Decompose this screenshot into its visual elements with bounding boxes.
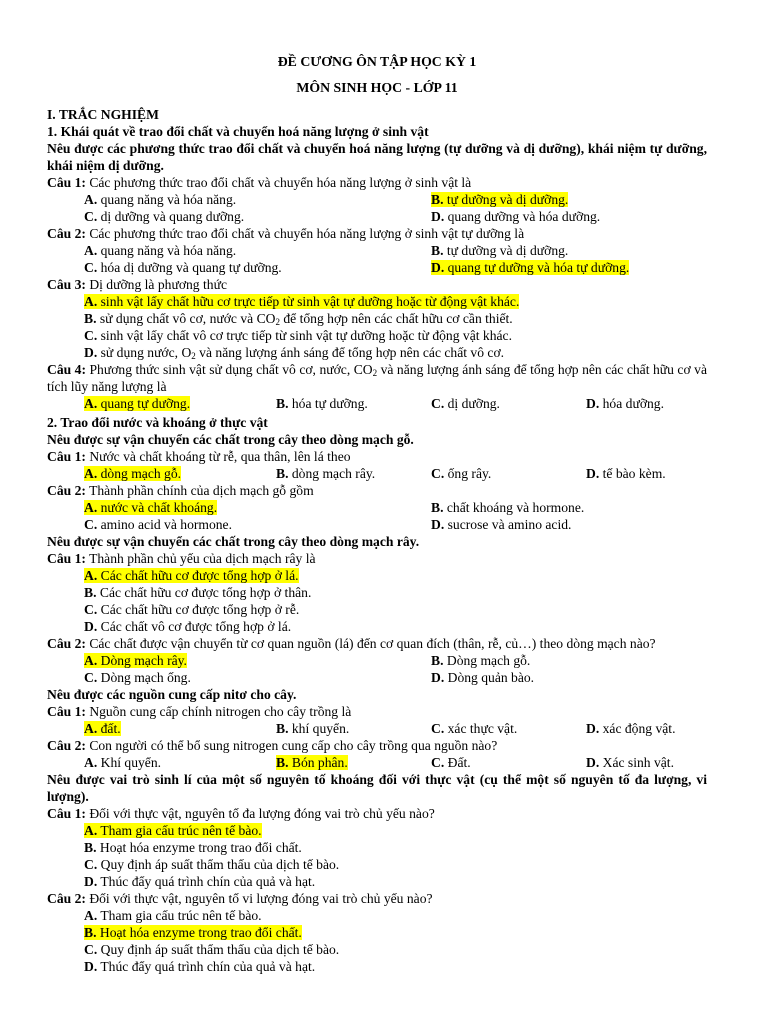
question: Câu 3: Dị dưỡng là phương thức	[47, 277, 227, 292]
document-subtitle: MÔN SINH HỌC - LỚP 11	[296, 80, 458, 95]
option-d: D. xác động vật.	[586, 721, 676, 736]
option-b: B. Hoạt hóa enzyme trong trao đổi chất.	[84, 925, 302, 940]
option-a: A. Các chất hữu cơ được tổng hợp ở lá.	[84, 568, 299, 583]
option-b: B. Các chất hữu cơ được tổng hợp ở thân.	[84, 585, 312, 600]
option-d: D. quang tự dưỡng và hóa tự dưỡng.	[431, 260, 630, 275]
question: Câu 2: Con người có thể bổ sung nitrogen cung cấp cho cây trồng qua nguồn nào?	[47, 738, 498, 753]
option-c: C. Quy định áp suất thẩm thấu của dịch tế bào.	[84, 942, 340, 957]
option-a: A. nước và chất khoáng.	[84, 500, 218, 515]
topic-heading: 1. Khái quát về trao đổi chất và chuyển hoá năng lượng ở sinh vật	[47, 124, 429, 139]
options-row	[47, 720, 707, 737]
option-a: A. Khí quyển.	[84, 755, 162, 770]
question: Câu 2: Thành phần chính của dịch mạch gỗ gồm	[47, 483, 314, 498]
option-b: B. Bón phân.	[276, 755, 348, 770]
option-a: A. quang năng và hóa năng.	[84, 243, 237, 258]
options-row	[47, 652, 707, 669]
option-d: D. sucrose và amino acid.	[431, 517, 572, 532]
option-a: A. quang năng và hóa năng.	[84, 192, 237, 207]
option-c: C. hóa dị dưỡng và quang tự dưỡng.	[84, 260, 282, 275]
options-row	[47, 395, 707, 412]
section-heading: I. TRẮC NGHIỆM	[47, 107, 159, 122]
option-a: A. đất.	[84, 721, 121, 736]
option-d: D. hóa dưỡng.	[586, 396, 664, 411]
option-a: A. Dòng mạch rây.	[84, 653, 187, 668]
options-row	[47, 516, 707, 533]
objective-text: Nêu được các nguồn cung cấp nitơ cho cây.	[47, 687, 297, 702]
options-row	[47, 259, 707, 276]
option-c: C. xác thực vật.	[431, 721, 518, 736]
option-d: D. Các chất vô cơ được tổng hợp ở lá.	[84, 619, 292, 634]
objective-text: Nêu được sự vận chuyển các chất trong cây theo dòng mạch rây.	[47, 534, 420, 549]
option-b: B. dòng mạch rây.	[276, 466, 376, 481]
option-a: A. sinh vật lấy chất hữu cơ trực tiếp từ sinh vật tự dưỡng hoặc từ động vật khác.	[84, 294, 520, 309]
options-row	[47, 242, 707, 259]
document-page	[47, 47, 707, 975]
option-d: D. sử dụng nước, $O_2$ và năng lượng ánh sáng để tổng hợp nên các chất vô cơ.	[84, 345, 505, 361]
options-row	[47, 499, 707, 516]
question: Câu 1: Thành phần chủ yếu của dịch mạch rây là	[47, 551, 316, 566]
question: Câu 1: Nguồn cung cấp chính nitrogen cho cây trồng là	[47, 704, 352, 719]
option-a: A. Tham gia cấu trúc nên tế bào.	[84, 823, 262, 838]
option-c: C. sinh vật lấy chất vô cơ trực tiếp từ sinh vật tự dưỡng hoặc từ động vật khác.	[84, 328, 512, 343]
option-c: C. ống rây.	[431, 466, 492, 481]
option-b: B. khí quyển.	[276, 721, 350, 736]
objective-text: Nêu được sự vận chuyển các chất trong cây theo dòng mạch gỗ.	[47, 432, 414, 447]
objective-text: Nêu được các phương thức trao đổi chất và chuyển hoá năng lượng (tự dưỡng và dị dưỡng), khái niệm tự dưỡng, khái niệm dị dưỡng.	[47, 141, 707, 173]
options-row	[47, 465, 707, 482]
question: Câu 2: Các phương thức trao đổi chất và chuyển hóa năng lượng ở sinh vật tự dưỡng là	[47, 226, 525, 241]
options-row	[47, 754, 707, 771]
question: Câu 1: Nước và chất khoáng từ rễ, qua thân, lên lá theo	[47, 449, 351, 464]
option-c: C. Quy định áp suất thẩm thấu của dịch tế bào.	[84, 857, 340, 872]
option-d: D. Thúc đẩy quá trình chín của quả và hạt.	[84, 874, 316, 889]
options-row	[47, 208, 707, 225]
option-b: B. sử dụng chất vô cơ, nước và $CO_2$ để tổng hợp nên các chất hữu cơ cần thiết.	[84, 311, 513, 327]
option-d: D. quang dưỡng và hóa dưỡng.	[431, 209, 601, 224]
option-c: C. Dòng mạch ống.	[84, 670, 191, 685]
option-d: D. Dòng quản bào.	[431, 670, 535, 685]
option-c: C. Đất.	[431, 755, 471, 770]
question: Câu 2: Đối với thực vật, nguyên tố vi lượng đóng vai trò chủ yếu nào?	[47, 891, 433, 906]
options-row	[47, 669, 707, 686]
question: Câu 1: Đối với thực vật, nguyên tố đa lượng đóng vai trò chủ yếu nào?	[47, 806, 435, 821]
option-d: D. tế bào kèm.	[586, 466, 666, 481]
option-b: B. tự dưỡng và dị dưỡng.	[431, 243, 569, 258]
option-b: B. Dòng mạch gỗ.	[431, 653, 531, 668]
option-c: C. amino acid và hormone.	[84, 517, 232, 532]
option-c: C. dị dưỡng và quang dưỡng.	[84, 209, 245, 224]
option-c: C. dị dưỡng.	[431, 396, 500, 411]
document-title: ĐỀ CƯƠNG ÔN TẬP HỌC KỲ 1	[277, 54, 477, 69]
option-b: B. chất khoáng và hormone.	[431, 500, 585, 515]
option-b: B. Hoạt hóa enzyme trong trao đổi chất.	[84, 840, 302, 855]
option-b: B. hóa tự dưỡng.	[276, 396, 368, 411]
question: Câu 2: Các chất được vận chuyển từ cơ quan nguồn (lá) đến cơ quan đích (thân, rễ, củ…) theo dòng mạch nào?	[47, 636, 656, 651]
question: Câu 4: Phương thức sinh vật sử dụng chất vô cơ, nước, $CO_2$ và năng lượng ánh sáng để tổng hợp nên các chất hữu cơ và tích lũy năng lượng là	[47, 362, 707, 394]
objective-text: Nêu được vai trò sinh lí của một số nguyên tố khoáng đối với thực vật (cụ thể một số nguyên tố đa lượng, vi lượng).	[47, 772, 707, 804]
topic-heading: 2. Trao đổi nước và khoáng ở thực vật	[47, 415, 268, 430]
option-a: A. dòng mạch gỗ.	[84, 466, 182, 481]
option-d: D. Xác sinh vật.	[586, 755, 674, 770]
option-a: A. quang tự dưỡng.	[84, 396, 191, 411]
option-a: A. Tham gia cấu trúc nên tế bào.	[84, 908, 262, 923]
option-b: B. tự dưỡng và dị dưỡng.	[431, 192, 569, 207]
options-row	[47, 191, 707, 208]
option-d: D. Thúc đẩy quá trình chín của quả và hạt.	[84, 959, 316, 974]
option-c: C. Các chất hữu cơ được tổng hợp ở rễ.	[84, 602, 300, 617]
question: Câu 1: Các phương thức trao đổi chất và chuyển hóa năng lượng ở sinh vật là	[47, 175, 472, 190]
